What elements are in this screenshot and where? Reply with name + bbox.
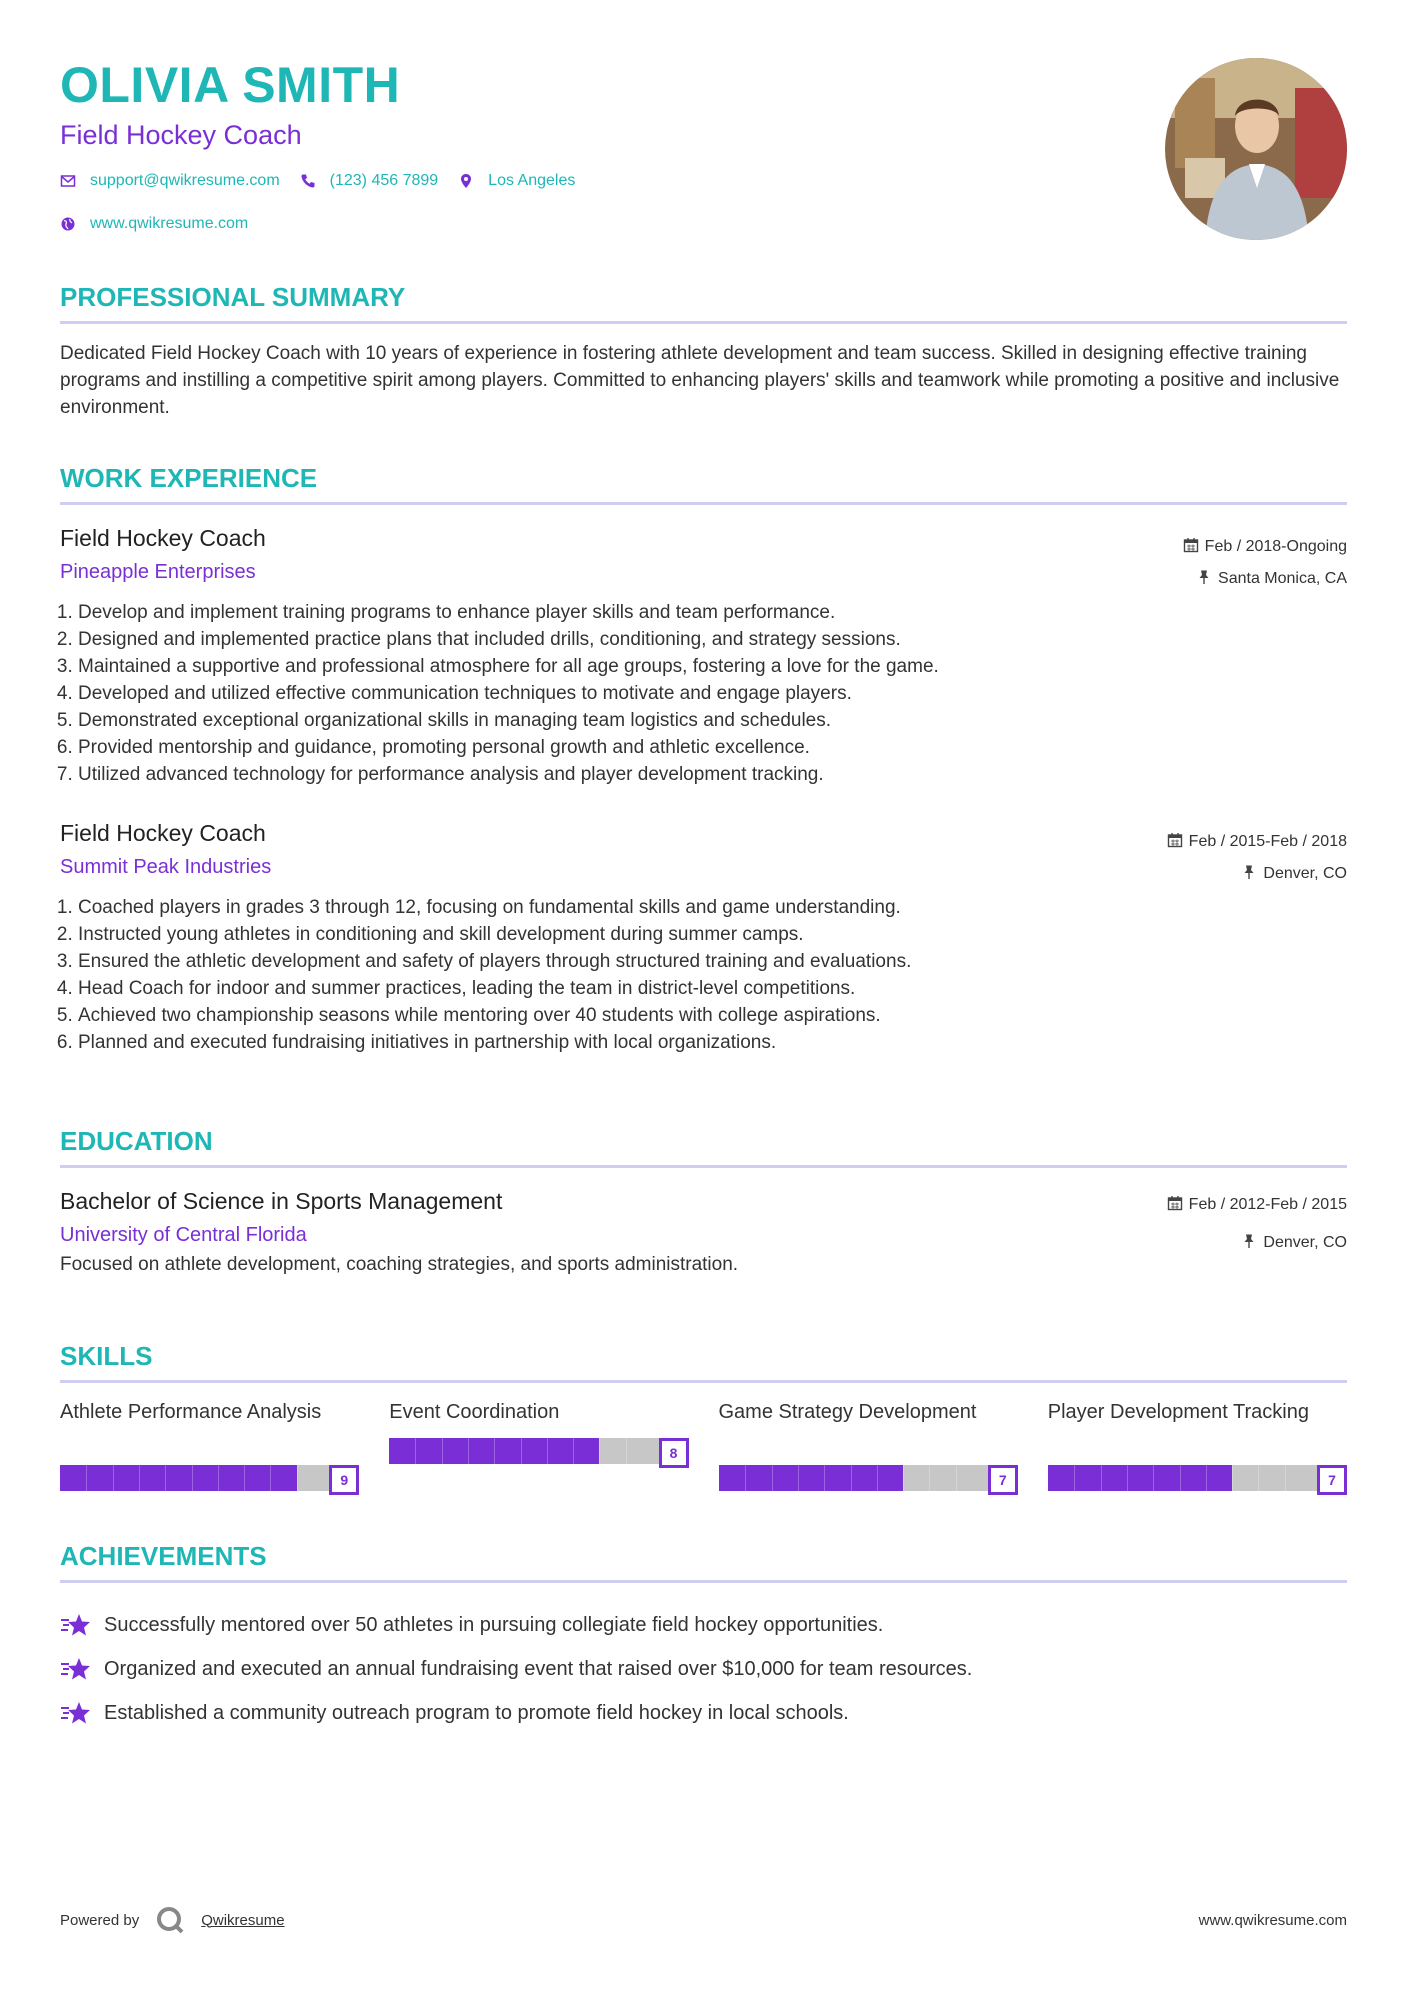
- skill-bar-segment: [599, 1438, 600, 1464]
- degree: Bachelor of Science in Sports Management: [60, 1188, 503, 1214]
- skill-bar-segment: [1074, 1465, 1075, 1491]
- powered-by-text: Powered by: [60, 1911, 140, 1929]
- job-location-text: Denver, CO: [1263, 865, 1347, 882]
- job-bullet: 5. Demonstrated exceptional organizational skills in managing team logistics and schedules.: [78, 707, 1347, 734]
- skill-score: 8: [659, 1438, 689, 1468]
- job-entry: [60, 519, 1347, 788]
- envelope-icon: [60, 173, 76, 189]
- summary-section: [60, 282, 1347, 421]
- calendar-icon: [1167, 1188, 1183, 1204]
- job-title: Field Hockey Coach: [60, 525, 266, 551]
- achievement-item: [60, 1691, 1347, 1735]
- job-dates: [1167, 826, 1347, 858]
- achievement-item: [60, 1647, 1347, 1691]
- job-bullet: 1. Coached players in grades 3 through 12, focusing on fundamental skills and game understanding.: [78, 894, 1347, 921]
- education-section: [60, 1126, 1347, 1276]
- skill-bar-segment: [244, 1465, 245, 1491]
- job-dates-text: Feb / 2018-Ongoing: [1204, 538, 1347, 555]
- skills-heading: SKILLS: [60, 1341, 1347, 1383]
- skill-bar: [719, 1459, 1018, 1489]
- job-title: Field Hockey Coach: [60, 820, 266, 846]
- job-bullet: 6. Provided mentorship and guidance, promoting personal growth and athletic excellence.: [78, 734, 1347, 761]
- skill-item: [389, 1399, 688, 1489]
- skill-score: 7: [1317, 1465, 1347, 1495]
- skill-bar-segment: [192, 1465, 193, 1491]
- contact-email[interactable]: [60, 172, 280, 190]
- job-entry: [60, 814, 1347, 1056]
- skill-bar-segment: [139, 1465, 140, 1491]
- resume-header: [60, 0, 1347, 250]
- star-icon: [60, 1656, 92, 1682]
- skill-bar-segment: [573, 1438, 574, 1464]
- skill-bar-segment: [113, 1465, 114, 1491]
- job-header: [60, 814, 1347, 884]
- skill-bar: [60, 1459, 359, 1489]
- achievement-item: [60, 1603, 1347, 1647]
- job-dates: [1183, 531, 1347, 563]
- contact-location: [458, 172, 575, 190]
- skill-item: [1048, 1399, 1347, 1489]
- job-bullet: 2. Instructed young athletes in conditioning and skill development during summer camps.: [78, 921, 1347, 948]
- contact-row-website: [60, 215, 248, 233]
- skill-score: 9: [329, 1465, 359, 1495]
- job-meta: [1167, 826, 1347, 890]
- location-text: Los Angeles: [488, 172, 576, 189]
- job-location: [1167, 858, 1347, 890]
- skill-bar-segment: [798, 1465, 799, 1491]
- skill-bar-segment: [1206, 1465, 1207, 1491]
- skill-score: 7: [988, 1465, 1018, 1495]
- skill-name: Athlete Performance Analysis: [60, 1401, 322, 1423]
- skills-section: [60, 1341, 1347, 1489]
- candidate-name: OLIVIA SMITH: [60, 57, 401, 113]
- footer-url[interactable]: www.qwikresume.com: [1198, 1911, 1347, 1929]
- education-meta: [1167, 1186, 1347, 1262]
- skill-bar-segment: [877, 1465, 878, 1491]
- job-bullet: 2. Designed and implemented practice plans that included drills, conditioning, and strategy sessions.: [78, 626, 1347, 653]
- job-bullet: 3. Maintained a supportive and professional atmosphere for all age groups, fostering a love for the game.: [78, 653, 1347, 680]
- job-bullet: 5. Achieved two championship seasons while mentoring over 40 students with college aspirations.: [78, 1002, 1347, 1029]
- skill-bar-segment: [824, 1465, 825, 1491]
- job-bullet: 7. Utilized advanced technology for performance analysis and player development tracking.: [78, 761, 1347, 788]
- skill-bar-segment: [745, 1465, 746, 1491]
- education-heading: EDUCATION: [60, 1126, 1347, 1168]
- contact-phone[interactable]: [300, 172, 439, 190]
- job-header: [60, 519, 1347, 589]
- contact-row: [60, 172, 575, 190]
- education-location: [1167, 1224, 1347, 1262]
- achievements-section: [60, 1541, 1347, 1735]
- skill-bar: [1048, 1459, 1347, 1489]
- experience-section: [60, 463, 1347, 1056]
- skill-bar: [389, 1432, 688, 1462]
- brand-link[interactable]: Qwikresume: [201, 1911, 285, 1929]
- skill-bar-segment: [1285, 1465, 1286, 1491]
- skill-bar-segment: [442, 1438, 443, 1464]
- pushpin-icon: [1196, 565, 1212, 581]
- skill-item: [719, 1399, 1018, 1489]
- skill-bar-fill: [60, 1465, 297, 1491]
- skill-bar-segment: [86, 1465, 87, 1491]
- skill-bar-segment: [521, 1438, 522, 1464]
- job-bullet: 4. Developed and utilized effective communication techniques to motivate and engage players.: [78, 680, 1347, 707]
- skill-bar-segment: [1153, 1465, 1154, 1491]
- job-bullet: 1. Develop and implement training programs to enhance player skills and team performance.: [78, 599, 1347, 626]
- summary-heading: PROFESSIONAL SUMMARY: [60, 282, 1347, 324]
- calendar-icon: [1167, 828, 1183, 844]
- page-footer: [60, 1900, 1347, 1940]
- education-location-text: Denver, CO: [1263, 1234, 1347, 1251]
- email-text: support@qwikresume.com: [90, 172, 280, 189]
- education-entry: [60, 1182, 1347, 1276]
- skill-bar-segment: [1127, 1465, 1128, 1491]
- contact-website[interactable]: [60, 215, 248, 233]
- skill-bar-segment: [270, 1465, 271, 1491]
- job-bullet: 4. Head Coach for indoor and summer practices, leading the team in district-level competitions.: [78, 975, 1347, 1002]
- skill-bar-segment: [929, 1465, 930, 1491]
- phone-text: (123) 456 7899: [329, 172, 439, 189]
- job-bullets: [60, 599, 1347, 788]
- skill-bar-segment: [468, 1438, 469, 1464]
- pushpin-icon: [1241, 860, 1257, 876]
- star-icon: [60, 1612, 92, 1638]
- job-location: [1183, 563, 1347, 595]
- skill-name: Player Development Tracking: [1047, 1401, 1309, 1423]
- skill-bar-segment: [218, 1465, 219, 1491]
- skill-bar-segment: [1232, 1465, 1233, 1491]
- skills-grid: [60, 1399, 1347, 1489]
- achievements-heading: ACHIEVEMENTS: [60, 1541, 1347, 1583]
- profile-photo-illustration: [1165, 58, 1347, 240]
- skill-bar-segment: [547, 1438, 548, 1464]
- achievement-text: Successfully mentored over 50 athletes in pursuing collegiate field hockey opportunities.: [104, 1613, 884, 1636]
- skill-bar-segment: [415, 1438, 416, 1464]
- summary-text: Dedicated Field Hockey Coach with 10 years of experience in fostering athlete development and team success. Skilled in designing effective training programs and instilling a competitive spirit among players. Committed to enhancing players' skills and teamwork while promoting a positive and inclusive environment.: [60, 343, 1340, 418]
- skill-name: Game Strategy Development: [718, 1401, 977, 1423]
- job-company: Pineapple Enterprises: [60, 561, 256, 583]
- education-dates: [1167, 1186, 1347, 1224]
- skill-bar-segment: [626, 1438, 627, 1464]
- achievement-text: Established a community outreach program to promote field hockey in local schools.: [104, 1701, 849, 1724]
- job-dates-text: Feb / 2015-Feb / 2018: [1188, 833, 1347, 850]
- skill-bar-segment: [772, 1465, 773, 1491]
- skill-bar-segment: [1258, 1465, 1259, 1491]
- globe-icon: [60, 216, 76, 232]
- skill-bar-segment: [1180, 1465, 1181, 1491]
- skill-bar-segment: [1101, 1465, 1102, 1491]
- school: University of Central Florida: [60, 1224, 307, 1246]
- qwikresume-logo-icon: [155, 1905, 185, 1935]
- job-meta: [1183, 531, 1347, 595]
- skill-bar-fill: [719, 1465, 903, 1491]
- candidate-title: Field Hockey Coach: [60, 120, 302, 150]
- skill-name: Event Coordination: [389, 1401, 560, 1423]
- skill-bar-fill: [1048, 1465, 1232, 1491]
- skill-bar-segment: [956, 1465, 957, 1491]
- achievements-list: [60, 1603, 1347, 1735]
- education-header: [60, 1182, 1347, 1252]
- pushpin-icon: [1241, 1226, 1257, 1242]
- skill-bar-segment: [851, 1465, 852, 1491]
- education-dates-text: Feb / 2012-Feb / 2015: [1188, 1196, 1347, 1213]
- skill-bar-segment: [494, 1438, 495, 1464]
- map-pin-icon: [458, 173, 474, 189]
- job-bullet: 6. Planned and executed fundraising initiatives in partnership with local organizations.: [78, 1029, 1347, 1056]
- calendar-icon: [1183, 533, 1199, 549]
- phone-icon: [300, 173, 316, 189]
- achievement-text: Organized and executed an annual fundraising event that raised over $10,000 for team resources.: [104, 1657, 973, 1680]
- star-icon: [60, 1700, 92, 1726]
- job-bullets: [60, 894, 1347, 1056]
- skill-item: [60, 1399, 359, 1489]
- experience-heading: WORK EXPERIENCE: [60, 463, 1347, 505]
- skill-bar-segment: [165, 1465, 166, 1491]
- job-company: Summit Peak Industries: [60, 856, 272, 878]
- job-location-text: Santa Monica, CA: [1218, 570, 1347, 587]
- footer-branding: [60, 1905, 285, 1935]
- profile-photo: [1165, 58, 1347, 240]
- job-bullet: 3. Ensured the athletic development and safety of players through structured training and evaluations.: [78, 948, 1347, 975]
- education-description: Focused on athlete development, coaching strategies, and sports administration.: [60, 1254, 739, 1275]
- skill-bar-segment: [903, 1465, 904, 1491]
- skill-bar-segment: [297, 1465, 298, 1491]
- website-text: www.qwikresume.com: [90, 215, 249, 232]
